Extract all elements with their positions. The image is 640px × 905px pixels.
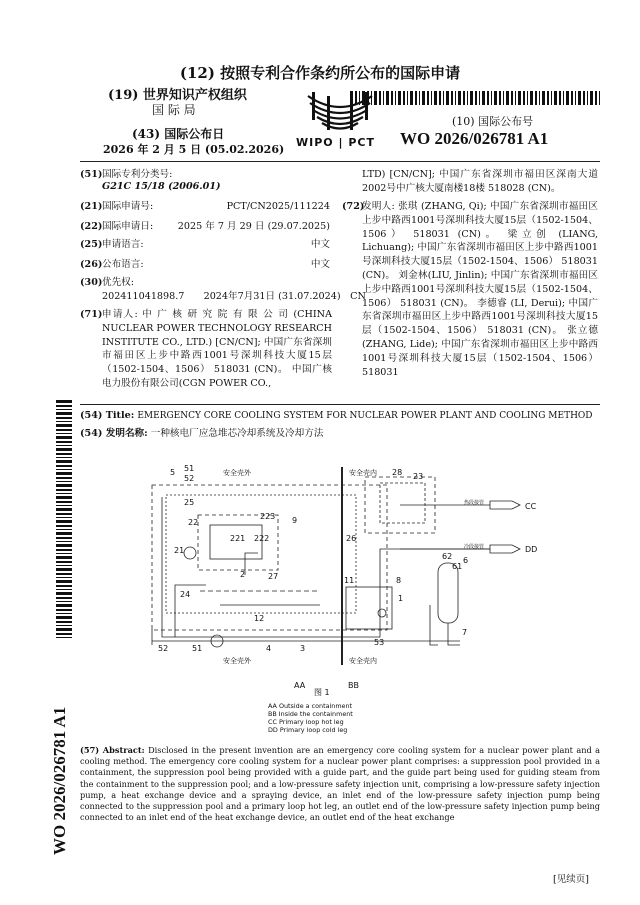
barcode-bar <box>410 91 413 105</box>
ref-1: 1 <box>398 594 404 603</box>
applicant-continued: LTD) [CN/CN]; 中国广东省深圳市福田区深南大道2002号中广核大厦南楼18楼 518028 (CN)。 <box>362 169 598 194</box>
ref-25: 25 <box>184 498 195 507</box>
biblio-72-code: (72) <box>342 201 365 212</box>
barcode-bar <box>395 91 396 105</box>
ref-53: 53 <box>374 638 385 647</box>
barcode-bar <box>455 91 456 105</box>
barcode-bar <box>443 91 444 105</box>
ref-9: 9 <box>292 516 298 525</box>
barcode-bar <box>359 91 360 105</box>
inventors: 发明人: 张琪 (ZHANG, Qi); 中国广东省深圳市福田区上步中路西1001号深圳科技大厦15层（1502-1504、1506） 518031 (CN)。 梁立创 (LIANG, Lichuang); 中国广东省深圳市福田区上步中路西1001号深圳科技大厦15层（1502-1504、1506） 518031 (CN)。 刘金林(LIU, Jinlin); 中国广东省深圳市福田区上步中路西1001号深圳科技大厦15层（1502-1504、1506） 518031 (CN)。 李德睿 (LI, Derui); 中国广东省深圳市福田区上步中路西1001号深圳科技大厦15层（1502-1504、1506） 518031 (CN)。 张立德(ZHANG, Lide); 中国广东省深圳市福田区上步中路西1001号深圳科技大厦15层（1502-1504、1506） 518031 <box>362 201 598 378</box>
legend-dd: DD Primary loop cold leg <box>268 726 348 734</box>
zone-outside-label-bottom: 安全壳外 <box>223 657 251 665</box>
ref-222: 222 <box>254 534 270 543</box>
figure-caption: 图 1 <box>314 688 330 697</box>
barcode-bar <box>56 616 72 619</box>
barcode-bar <box>422 91 425 105</box>
legend-bb: BB Inside the containment <box>268 710 353 718</box>
legend-aa: AA Outside a containment <box>268 702 353 710</box>
barcode-bar <box>362 91 365 105</box>
barcode-bar <box>355 91 357 105</box>
barcode-bar <box>350 91 353 105</box>
barcode-bar <box>56 412 72 415</box>
ref-6: 6 <box>463 556 469 565</box>
barcode-bar <box>56 525 72 527</box>
cold-leg-pipe-label: 冷段接管 <box>464 544 485 550</box>
barcode-bar <box>56 489 72 491</box>
barcode-bar <box>575 91 576 105</box>
ref-8: 8 <box>396 576 402 585</box>
barcode-bar <box>530 91 533 105</box>
pub-date-label: (43) 国际公布日 <box>132 127 225 141</box>
barcode-bar <box>56 621 72 623</box>
ref-26: 26 <box>346 534 357 543</box>
barcode-bar <box>56 457 72 458</box>
barcode-bar <box>542 91 545 105</box>
barcode-bar <box>587 91 588 105</box>
ref-223: 223 <box>260 512 276 521</box>
logo-text: WIPO | PCT <box>296 136 375 149</box>
barcode-bar <box>475 91 477 105</box>
ref-27: 27 <box>268 572 279 581</box>
side-barcode <box>56 400 72 640</box>
barcode-bar <box>56 481 72 482</box>
barcode-bar <box>56 589 72 590</box>
barcode-bar <box>56 573 72 575</box>
barcode-bar <box>427 91 429 105</box>
barcode-bar <box>482 91 485 105</box>
barcode-bar <box>379 91 381 105</box>
barcode-bar <box>499 91 501 105</box>
barcode-bar <box>56 556 72 559</box>
barcode-bar <box>367 91 369 105</box>
barcode-bar <box>56 493 72 494</box>
ref-221: 221 <box>230 534 246 543</box>
barcode-bar <box>56 508 72 511</box>
barcode-bar <box>56 544 72 547</box>
biblio-26: (26) 公布语言: 中文 <box>80 259 330 270</box>
barcode-bar <box>56 604 72 607</box>
barcode-bar <box>398 91 401 105</box>
barcode-bar <box>419 91 420 105</box>
barcode-bar <box>56 532 72 535</box>
ref-2: 2 <box>240 570 246 579</box>
barcode-bar <box>56 400 72 403</box>
barcode-bar <box>563 91 564 105</box>
title-en-line: (54) Title: EMERGENCY CORE COOLING SYSTEM FOR NUCLEAR POWER PLANT AND COOLING METHOD <box>80 410 593 421</box>
barcode-bar <box>539 91 540 105</box>
barcode-bar <box>523 91 525 105</box>
barcode-bar <box>56 549 72 551</box>
barcode-bar <box>56 465 72 467</box>
barcode-bar <box>56 633 72 635</box>
zone-inside-label-bottom: 安全壳内 <box>349 657 377 665</box>
barcode-bar <box>56 501 72 503</box>
ref-28: 28 <box>392 468 403 477</box>
ref-7: 7 <box>462 628 468 637</box>
document-title: (12) 按照专利合作条约所公布的国际申请 <box>179 64 461 82</box>
barcode-bar <box>527 91 528 105</box>
ref-11: 11 <box>344 576 355 585</box>
barcode-bar <box>431 91 432 105</box>
bureau-name: 国 际 局 <box>152 103 196 117</box>
biblio-rule <box>80 404 600 405</box>
hot-leg-pipe-label: 热段接管 <box>464 500 485 506</box>
barcode-bar <box>451 91 453 105</box>
barcode-bar <box>56 565 72 566</box>
barcode-bar <box>491 91 492 105</box>
biblio-30: (30) 优先权: <box>80 277 135 288</box>
biblio-51: (51) 国际专利分类号: <box>80 169 173 180</box>
barcode-bar <box>56 436 72 439</box>
barcode-bar <box>439 91 441 105</box>
barcode-bar <box>463 91 465 105</box>
ref-24: 24 <box>180 590 191 599</box>
barcode-bar <box>571 91 573 105</box>
barcode-bar <box>506 91 509 105</box>
zone-outside-label: 安全壳外 <box>223 469 251 477</box>
title-en: EMERGENCY CORE COOLING SYSTEM FOR NUCLEAR POWER PLANT AND COOLING METHOD <box>137 411 593 421</box>
ref-61: 61 <box>452 562 463 571</box>
barcode-bar <box>56 409 72 410</box>
barcode-bar <box>56 520 72 523</box>
barcode-bar <box>578 91 581 105</box>
barcode-bar <box>56 597 72 599</box>
barcode-bar <box>458 91 461 105</box>
ref-22: 22 <box>188 518 199 527</box>
ref-62: 62 <box>442 552 453 561</box>
continued-note: [见续页] <box>553 874 589 885</box>
barcode-bar <box>56 577 72 578</box>
biblio-21: (21) 国际申请号: PCT/CN2025/111224 <box>80 201 330 212</box>
barcode-bar <box>511 91 513 105</box>
barcode-bar <box>590 91 593 105</box>
barcode-bar <box>56 441 72 443</box>
ref-4: 4 <box>266 644 272 653</box>
label-bb: BB <box>348 681 359 690</box>
barcode-bar <box>566 91 569 105</box>
barcode-bar <box>434 91 437 105</box>
legend-cc: CC Primary loop hot leg <box>268 718 344 726</box>
barcode-bar <box>56 592 72 595</box>
barcode-bar <box>56 477 72 479</box>
barcode-bar <box>56 517 72 518</box>
barcode-bar <box>56 405 72 407</box>
barcode-bar <box>547 91 549 105</box>
barcode-bar <box>374 91 377 105</box>
title-cn-line: (54) 发明名称: 一种核电厂应急堆芯冷却系统及冷却方法 <box>80 428 324 439</box>
label-dd: DD <box>525 545 538 554</box>
barcode-bar <box>56 537 72 539</box>
side-pub-number: WO 2026/026781 A1 <box>50 706 69 855</box>
biblio-25: (25) 申请语言: 中文 <box>80 239 330 250</box>
barcode-bar <box>56 445 72 446</box>
barcode-bar <box>56 496 72 499</box>
abstract-text: Disclosed in the present invention are an emergency core cooling system for a nuclear power plant and a cooling method. The emergency core cooling system for a nuclear power plant comprises: a suppression pool provided in a containment, the suppression pool being provided with a guide part, and the guide part being used for guiding steam from the containment to the suppression pool; and a low-pressure safety injection unit, comprising a low-pressure safety injection pump, a heat exchange device and a spraying device, an inlet end of the low-pressure safety injection pump being connected to the suppression pool and a primary loop hot leg, an outlet end of the low-pressure safety injection pump being connected to an inlet end of the heat exchange device, an outlet end of the heat exchange <box>80 745 601 823</box>
barcode-bar <box>56 628 72 631</box>
barcode-bar <box>56 417 72 419</box>
pub-number-label: (10) 国际公布号 <box>452 115 534 128</box>
barcode-bar <box>415 91 417 105</box>
barcode-bar <box>470 91 473 105</box>
barcode-bar <box>56 529 72 530</box>
barcode-bar <box>535 91 537 105</box>
barcode-bar <box>56 580 72 583</box>
barcode-bar <box>467 91 468 105</box>
barcode-bar <box>56 484 72 487</box>
barcode-bar <box>56 585 72 587</box>
ref-51b: 51 <box>192 644 203 653</box>
barcode-bar <box>391 91 393 105</box>
ref-3: 3 <box>300 644 306 653</box>
barcode-bar <box>56 460 72 463</box>
barcode-bar <box>56 561 72 563</box>
barcode-bar <box>56 424 72 427</box>
priority-data: 202411041898.7 2024年7月31日 (31.07.2024) CN <box>102 291 366 302</box>
barcode-bar <box>479 91 480 105</box>
ref-52: 52 <box>184 474 195 483</box>
barcode-bar <box>503 91 504 105</box>
barcode-bar <box>56 421 72 422</box>
abstract <box>80 745 600 823</box>
barcode-bar <box>56 541 72 542</box>
barcode-bar <box>56 429 72 431</box>
ref-21: 21 <box>174 546 185 555</box>
zone-inside-label: 安全壳内 <box>349 469 377 477</box>
barcode-bar <box>551 91 552 105</box>
barcode-bar <box>371 91 372 105</box>
barcode-bar <box>487 91 489 105</box>
barcode-bar <box>56 609 72 611</box>
label-cc: CC <box>525 502 537 511</box>
barcode-bar <box>559 91 561 105</box>
biblio-71-code: (71) <box>80 309 103 320</box>
top-barcode <box>350 91 602 105</box>
label-aa: AA <box>294 681 306 690</box>
barcode-bar <box>56 625 72 626</box>
abstract-label: (57) Abstract: <box>80 745 145 755</box>
barcode-bar <box>56 637 72 638</box>
barcode-bar <box>56 433 72 434</box>
barcode-bar <box>56 513 72 515</box>
barcode-bar <box>518 91 521 105</box>
ref-51: 51 <box>184 464 195 473</box>
barcode-bar <box>446 91 449 105</box>
barcode-bar <box>494 91 497 105</box>
ipc-class: G21C 15/18 (2006.01) <box>102 181 221 192</box>
organization-name: (19) 世界知识产权组织 <box>108 88 247 103</box>
barcode-bar <box>515 91 516 105</box>
barcode-bar <box>56 453 72 455</box>
barcode-bar <box>56 613 72 614</box>
barcode-bar <box>583 91 585 105</box>
ref-52b: 52 <box>158 644 169 653</box>
barcode-bar <box>56 568 72 571</box>
barcode-bar <box>599 91 600 105</box>
system-diagram <box>80 445 600 740</box>
barcode-bar <box>56 601 72 602</box>
barcode-bar <box>56 553 72 554</box>
barcode-bar <box>595 91 597 105</box>
biblio-22: (22) 国际申请日: 2025 年 7 月 29 日 (29.07.2025) <box>80 221 330 232</box>
barcode-bar <box>554 91 557 105</box>
barcode-bar <box>386 91 389 105</box>
barcode-bar <box>56 469 72 470</box>
ref-5: 5 <box>170 468 176 477</box>
title-cn: 一种核电厂应急堆芯冷却系统及冷却方法 <box>150 428 324 439</box>
pub-number: WO 2026/026781 A1 <box>400 129 549 148</box>
applicant: 申请人: 中 广 核 研 究 院 有 限 公 司 (CHINA NUCLEAR POWER TECHNOLOGY RESEARCH INSTITUTE CO., LTD.) [CN/CN]; 中国广东省深圳市福田区上步中路西1001号深圳科技大厦15层（1502-1504、1506） 518031 (CN)。 中国广核电力股份有限公司(CGN POWER CO., <box>102 309 332 389</box>
barcode-bar <box>56 472 72 475</box>
barcode-bar <box>383 91 384 105</box>
ref-23: 23 <box>413 472 424 481</box>
barcode-bar <box>56 448 72 451</box>
barcode-bar <box>56 505 72 506</box>
header-rule <box>80 161 600 162</box>
barcode-bar <box>407 91 408 105</box>
barcode-bar <box>403 91 405 105</box>
pub-date: 2026 年 2 月 5 日 (05.02.2026) <box>103 143 285 156</box>
ref-12: 12 <box>254 614 265 623</box>
